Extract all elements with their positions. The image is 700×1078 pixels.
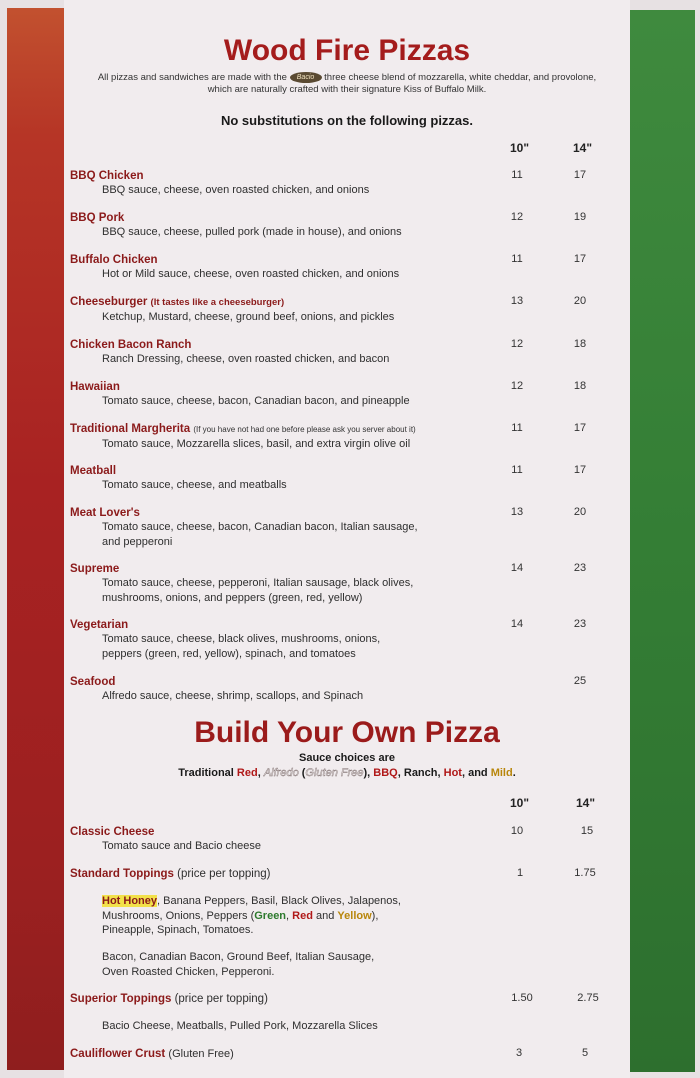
pizza-item [70, 675, 500, 704]
pizza-name: Seafood [70, 676, 116, 688]
intro-text [64, 72, 630, 96]
pizza-price-10: 12 [510, 211, 524, 223]
cauliflower-crust-price-10: 3 [515, 1047, 523, 1059]
byo-size-10-header: 10" [510, 796, 530, 810]
pizza-price-14: 17 [573, 422, 587, 434]
superior-toppings-price-14: 2.75 [577, 992, 599, 1004]
pizza-name: Cheeseburger [70, 296, 148, 308]
size-10-header: 10" [510, 141, 530, 155]
pizza-description: Tomato sauce, cheese, and meatballs [102, 479, 287, 491]
veg-line2a: Mushrooms, Onions, Peppers ( [102, 909, 255, 922]
superior-toppings-paren: (price per topping) [174, 993, 268, 1005]
pizza-price-10: 12 [510, 338, 524, 350]
pizza-item [70, 338, 500, 367]
pizza-name: BBQ Pork [70, 212, 125, 224]
pizza-price-10: 14 [510, 618, 524, 630]
pizza-price-10: 12 [510, 380, 524, 392]
sauce-choices-list: Traditional Red, Alfredo (Gluten Free), BBQ, Ranch, Hot, and Mild. [178, 767, 516, 779]
pizza-price-14: 23 [573, 618, 587, 630]
pizza-price-14: 23 [573, 562, 587, 574]
superior-toppings-name: Superior Toppings [70, 993, 172, 1005]
pepper-green: Green [254, 909, 287, 922]
pizza-name: Meatball [70, 465, 117, 477]
cauliflower-crust-price-14: 5 [581, 1047, 589, 1059]
sauce-choices-title: Sauce choices are [298, 752, 395, 764]
pizza-price-14: 17 [573, 169, 587, 181]
pizza-price-14: 19 [573, 211, 587, 223]
cauliflower-crust-paren: (Gluten Free) [168, 1048, 234, 1060]
pizza-item [70, 253, 500, 282]
byo-size-14-header: 14" [576, 796, 596, 810]
pizza-name: Vegetarian [70, 619, 129, 631]
pizza-price-14: 17 [573, 253, 587, 265]
no-substitutions-note: No substitutions on the following pizzas. [220, 113, 474, 128]
hot-honey-highlight: Hot Honey [102, 895, 157, 907]
standard-meat-toppings [102, 950, 442, 979]
sauce-and: and [468, 767, 488, 779]
sauce-red: Red [236, 767, 258, 779]
pepper-and: and [316, 909, 335, 922]
classic-cheese-price-10: 10 [510, 825, 524, 837]
pizza-price-10: 13 [510, 295, 524, 307]
cauliflower-crust-name: Cauliflower Crust [70, 1048, 166, 1060]
standard-toppings-price-10: 1 [516, 867, 524, 879]
meat-line1: Bacon, Canadian Bacon, Ground Beef, Italian Sausage, [102, 951, 375, 963]
pizza-name: BBQ Chicken [70, 170, 144, 182]
pizza-price-10: 13 [510, 506, 524, 518]
veg-line3: Pineapple, Spinach, Tomatoes. [102, 924, 254, 936]
bacio-logo-icon: Bacio [290, 72, 322, 83]
green-border-stripe [630, 10, 695, 1072]
intro-line1a: All pizzas and sandwiches are made with the [97, 72, 287, 84]
pizza-item [70, 211, 500, 240]
cauliflower-crust-item [70, 1047, 500, 1061]
pizza-note: (It tastes like a cheeseburger) [150, 297, 285, 308]
sauce-hot: Hot [443, 767, 462, 779]
pizza-item [70, 618, 500, 661]
standard-toppings-name: Standard Toppings [70, 868, 174, 880]
pizza-price-14: 17 [573, 464, 587, 476]
pizza-price-14: 18 [573, 338, 587, 350]
sauce-traditional: Traditional [178, 767, 234, 779]
pizza-price-14: 25 [573, 675, 587, 687]
pizza-price-14: 20 [573, 506, 587, 518]
pizza-description: Ranch Dressing, cheese, oven roasted chicken, and bacon [102, 353, 390, 365]
wood-fire-pizzas-heading: Wood Fire Pizzas [223, 34, 471, 67]
intro-line1b: three cheese blend of mozzarella, white cheddar, and provolone, [324, 72, 597, 84]
veg-line1: , Banana Peppers, Basil, Black Olives, Jalapenos, [157, 895, 401, 907]
pizza-name: Traditional Margherita [70, 423, 191, 435]
pizza-name: Buffalo Chicken [70, 254, 158, 266]
pizza-price-10: 11 [511, 169, 523, 181]
pizza-price-10: 11 [511, 422, 523, 434]
standard-toppings-paren: (price per topping) [177, 868, 271, 880]
pizza-description: BBQ sauce, cheese, pulled pork (made in house), and onions [102, 226, 402, 238]
sauce-gluten-free: Gluten Free [305, 767, 364, 779]
pizza-name: Meat Lover's [70, 507, 140, 519]
pizza-description: Tomato sauce, Mozzarella slices, basil, and extra virgin olive oil [102, 438, 411, 450]
pizza-name: Supreme [70, 563, 120, 575]
pizza-item [70, 464, 500, 493]
pepper-yellow: Yellow [337, 909, 372, 922]
pizza-description: Alfredo sauce, cheese, shrimp, scallops, and Spinach [102, 690, 364, 702]
pizza-description: peppers (green, red, yellow), spinach, and tomatoes [102, 647, 356, 660]
pepper-red: Red [292, 909, 313, 922]
pizza-description: Tomato sauce, cheese, bacon, Canadian bacon, Italian sausage, [102, 521, 418, 533]
size-14-header: 14" [573, 141, 593, 155]
veg-line2b: ), [371, 909, 379, 922]
pizza-description: BBQ sauce, cheese, oven roasted chicken, and onions [102, 184, 370, 196]
standard-toppings-price-14: 1.75 [574, 867, 596, 879]
standard-veggie-toppings: Hot Honey, Banana Peppers, Basil, Black Olives, Jalapenos, Mushrooms, Onions, Peppers (Green, Red and Yellow), Pineapple, Spinach, Tomatoes. [102, 894, 442, 938]
pizza-description: Ketchup, Mustard, cheese, ground beef, onions, and pickles [102, 311, 395, 323]
superior-toppings-price-10: 1.50 [511, 992, 533, 1004]
pizza-item [70, 380, 500, 409]
pizza-note: (If you have not had one before please ask you server about it) [193, 425, 416, 434]
pizza-name: Chicken Bacon Ranch [70, 339, 192, 351]
pizza-description: and pepperoni [102, 535, 173, 548]
pizza-description: Tomato sauce, cheese, bacon, Canadian bacon, and pineapple [102, 395, 410, 407]
sauce-mild: Mild [490, 767, 513, 779]
intro-line2: which are naturally crafted with their signature Kiss of Buffalo Milk. [207, 84, 487, 96]
pizza-item [70, 422, 500, 452]
pizza-name: Hawaiian [70, 381, 120, 393]
classic-cheese-desc: Tomato sauce and Bacio cheese [102, 840, 261, 852]
classic-cheese-name: Classic Cheese [70, 826, 155, 838]
standard-toppings-item [70, 867, 500, 881]
pizza-item [70, 169, 500, 198]
sauce-alfredo: Alfredo [263, 767, 299, 779]
pizza-price-14: 20 [573, 295, 587, 307]
pizza-description: Tomato sauce, cheese, pepperoni, Italian sausage, black olives, [102, 577, 414, 589]
pizza-item [70, 506, 500, 549]
meat-line2: Oven Roasted Chicken, Pepperoni. [102, 965, 275, 978]
pizza-description: mushrooms, onions, and peppers (green, red, yellow) [102, 591, 363, 604]
red-border-stripe [7, 8, 64, 1070]
sauce-ranch: Ranch [403, 767, 438, 779]
sauce-bbq: BBQ [373, 767, 398, 779]
pizza-item [70, 295, 500, 325]
pizza-description: Hot or Mild sauce, cheese, oven roasted chicken, and onions [102, 268, 400, 280]
pizza-price-10: 14 [510, 562, 524, 574]
pizza-price-10: 11 [511, 253, 523, 265]
pizza-price-10: 11 [511, 464, 523, 476]
classic-cheese-item [70, 825, 500, 854]
superior-toppings-list: Bacio Cheese, Meatballs, Pulled Pork, Mozzarella Slices [102, 1020, 378, 1032]
build-your-own-heading: Build Your Own Pizza [194, 716, 500, 749]
superior-toppings-item [70, 992, 500, 1006]
pizza-description: Tomato sauce, cheese, black olives, mushrooms, onions, [102, 633, 381, 645]
pizza-price-14: 18 [573, 380, 587, 392]
pizza-item [70, 562, 500, 605]
classic-cheese-price-14: 15 [580, 825, 594, 837]
